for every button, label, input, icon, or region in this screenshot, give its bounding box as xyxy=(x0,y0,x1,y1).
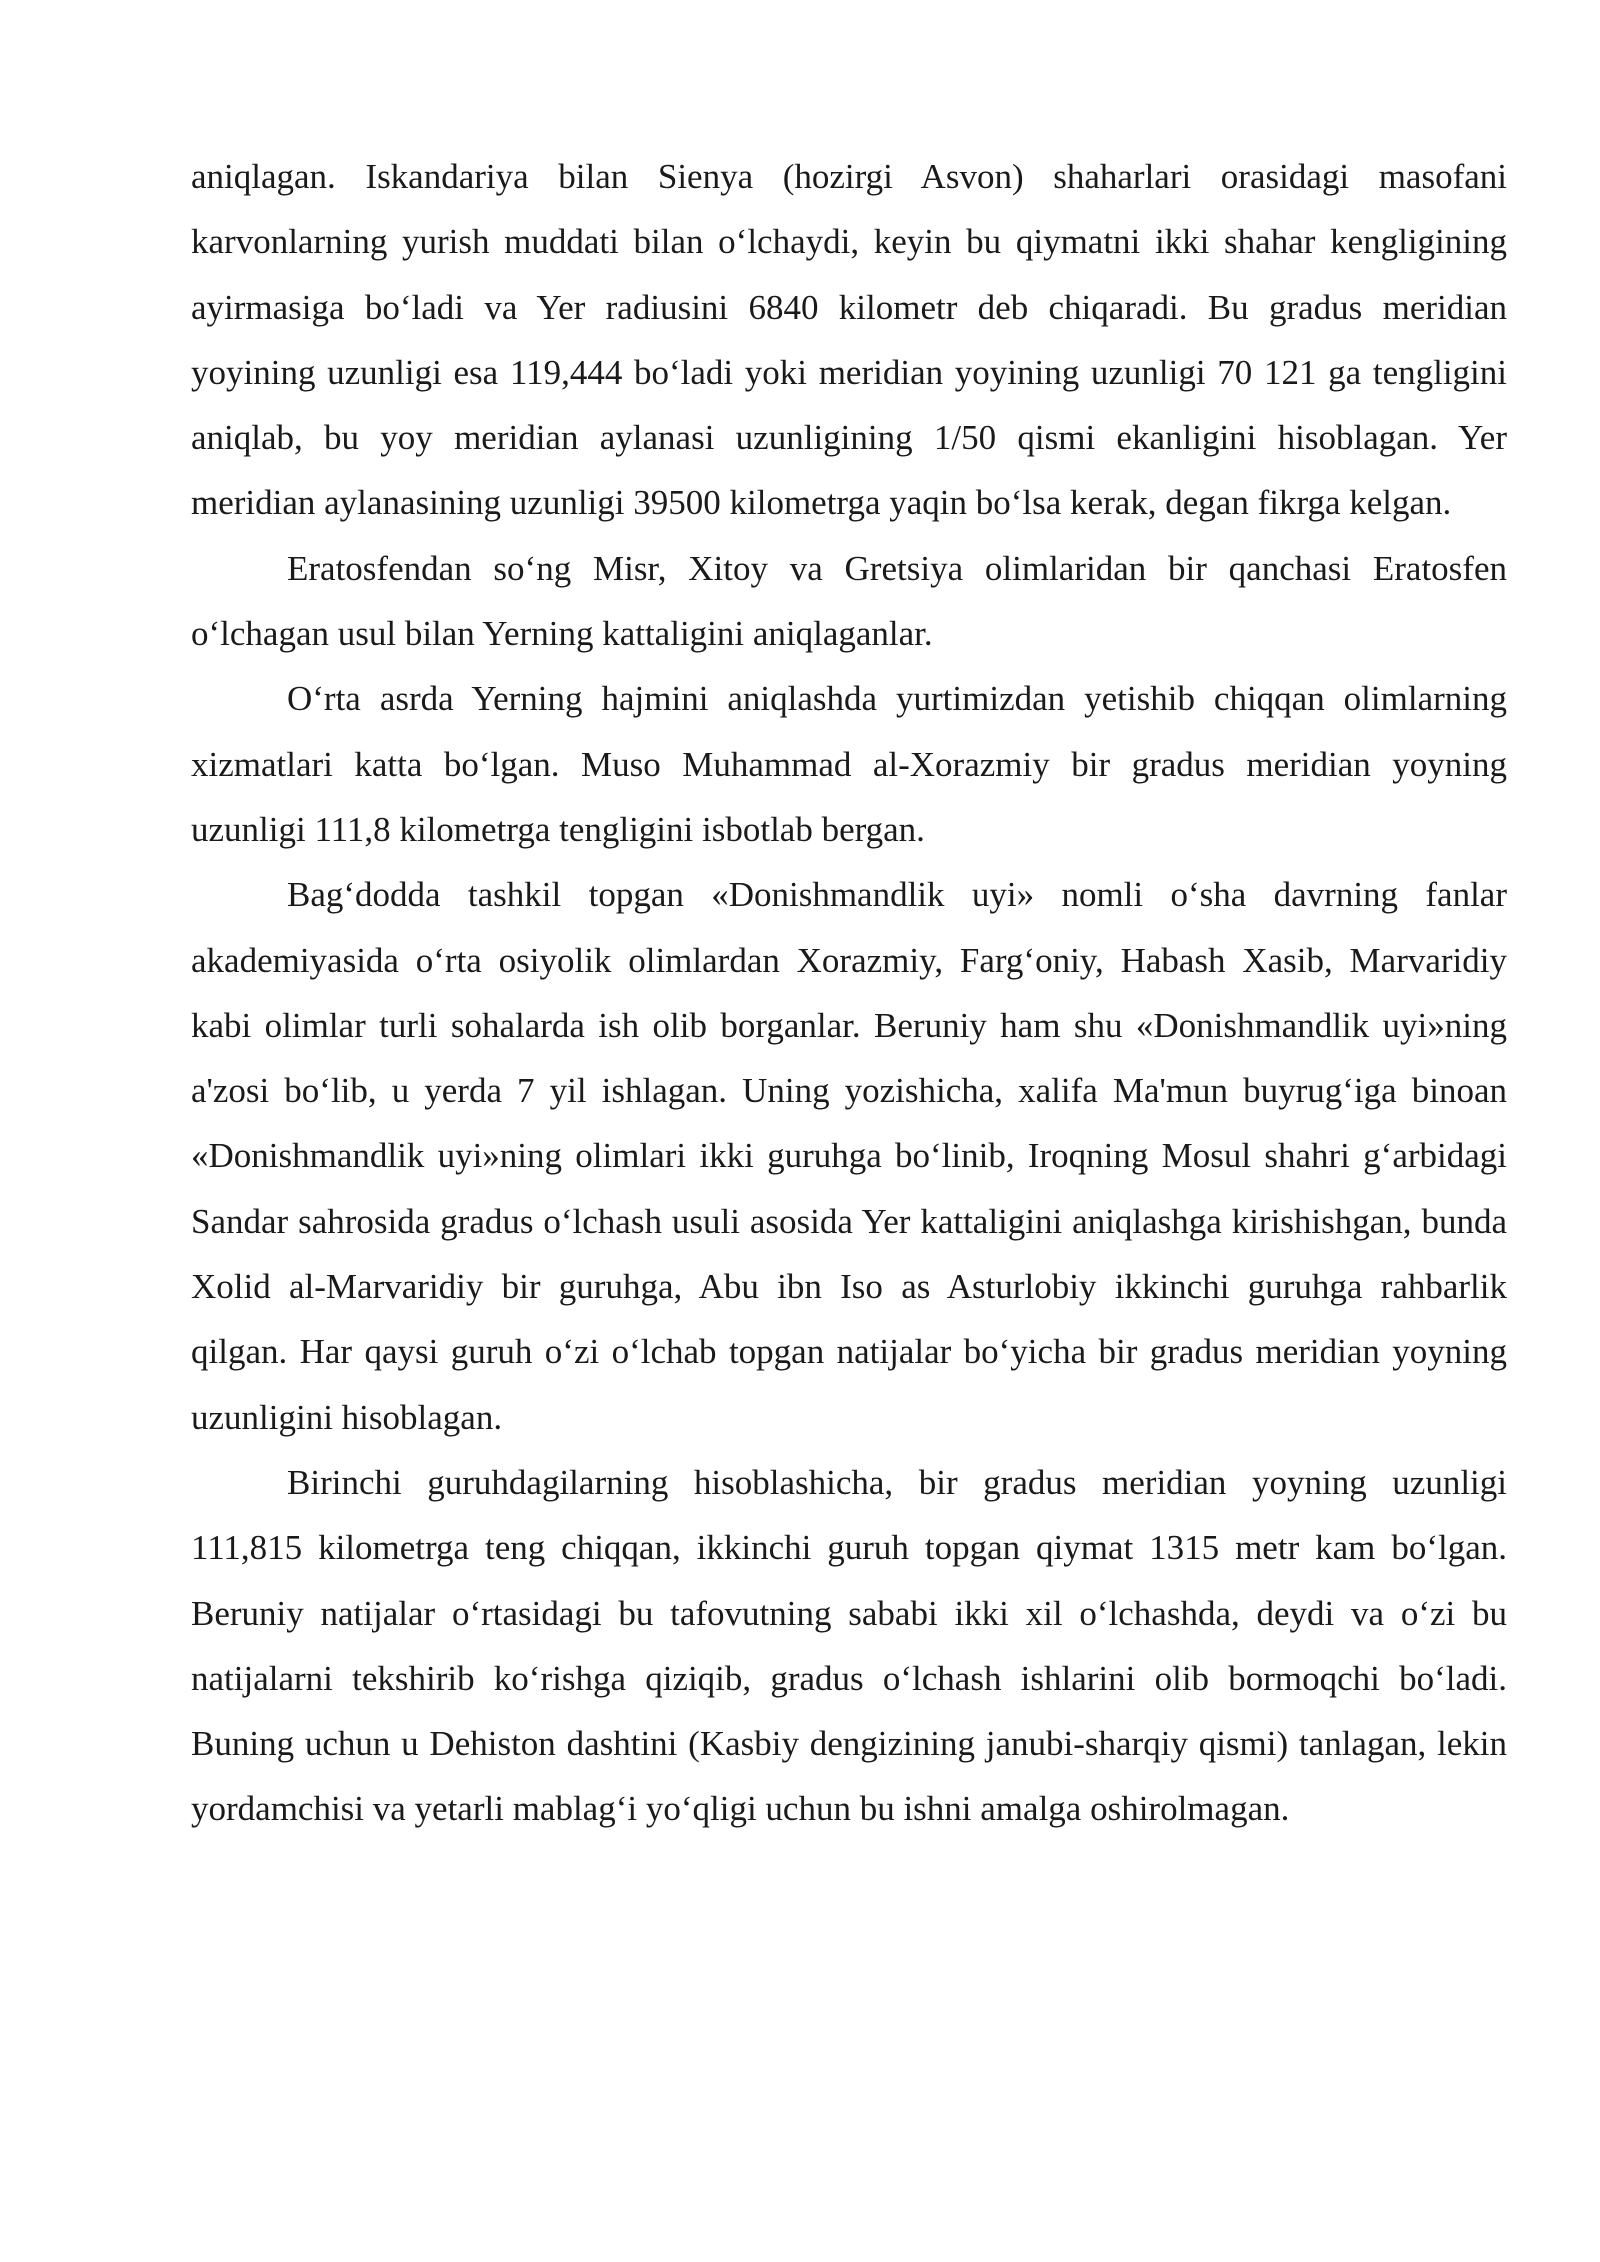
paragraph-3: O‘rta asrda Yerning hajmini aniqlashda yurtimizdan yetishib chiqqan olimlarning xizmatlari katta bo‘lgan. Muso Muhammad al-Xorazmiy bir gradus meridian yoyning uzunligi 111,8 kilometrga tengligini isbotlab bergan. xyxy=(191,679,1507,849)
paragraph-1: aniqlagan. Iskandariya bilan Sienya (hozirgi Asvon) shaharlari orasidagi masofani karvonlarning yurish muddati bilan o‘lchaydi, keyin bu qiymatni ikki shahar kengligining ayirmasiga bo‘ladi va Yer radiusini 6840 kilometr deb chiqaradi. Bu gradus meridian yoyining uzunligi esa 119,444 bo‘ladi yoki meridian yoyining uzunligi 70 121 ga tengligini aniqlab, bu yoy meridian aylanasi uzunligining 1/50 qismi ekanligini hisoblagan. Yer meridian aylanasining uzunligi 39500 kilometrga yaqin bo‘lsa kerak, degan fikrga kelgan. xyxy=(191,157,1507,523)
paragraph-4: Bag‘dodda tashkil topgan «Donishmandlik uyi» nomli o‘sha davrning fanlar akademiyasida o‘rta osiyolik olimlardan Xorazmiy, Farg‘oniy, Habash Xasib, Marvaridiy kabi olimlar turli sohalarda ish olib borganlar. Beruniy ham shu «Donishmandlik uyi»ning a'zosi bo‘lib, u yerda 7 yil ishlagan. Uning yozishicha, xalifa Ma'mun buyrug‘iga binoan «Donishmandlik uyi»ning olimlari ikki guruhga bo‘linib, Iroqning Mosul shahri g‘arbidagi Sandar sahrosida gradus o‘lchash usuli asosida Yer kattaligini aniqlashga kirishishgan, bunda Xolid al-Marvaridiy bir guruhga, Abu ibn Iso as Asturlobiy ikkinchi guruhga rahbarlik qilgan. Har qaysi guruh o‘zi o‘lchab topgan natijalar bo‘yicha bir gradus meridian yoyning uzunligini hisoblagan. xyxy=(191,875,1507,1437)
document-body xyxy=(191,144,1507,1842)
paragraph-5: Birinchi guruhdagilarning hisoblashicha, bir gradus meridian yoyning uzunligi 111,815 kilometrga teng chiqqan, ikkinchi guruh topgan qiymat 1315 metr kam bo‘lgan. Beruniy natijalar o‘rtasidagi bu tafovutning sababi ikki xil o‘lchashda, deydi va o‘zi bu natijalarni tekshirib ko‘rishga qiziqib, gradus o‘lchash ishlarini olib bormoqchi bo‘ladi. Buning uchun u Dehiston dashtini (Kasbiy dengizining janubi-sharqiy qismi) tanlagan, lekin yordamchisi va yetarli mablag‘i yo‘qligi uchun bu ishni amalga oshirolmagan. xyxy=(191,1462,1507,1829)
paragraph-2: Eratosfendan so‘ng Misr, Xitoy va Gretsiya olimlaridan bir qanchasi Eratosfen o‘lchagan usul bilan Yerning kattaligini aniqlaganlar. xyxy=(191,548,1507,654)
